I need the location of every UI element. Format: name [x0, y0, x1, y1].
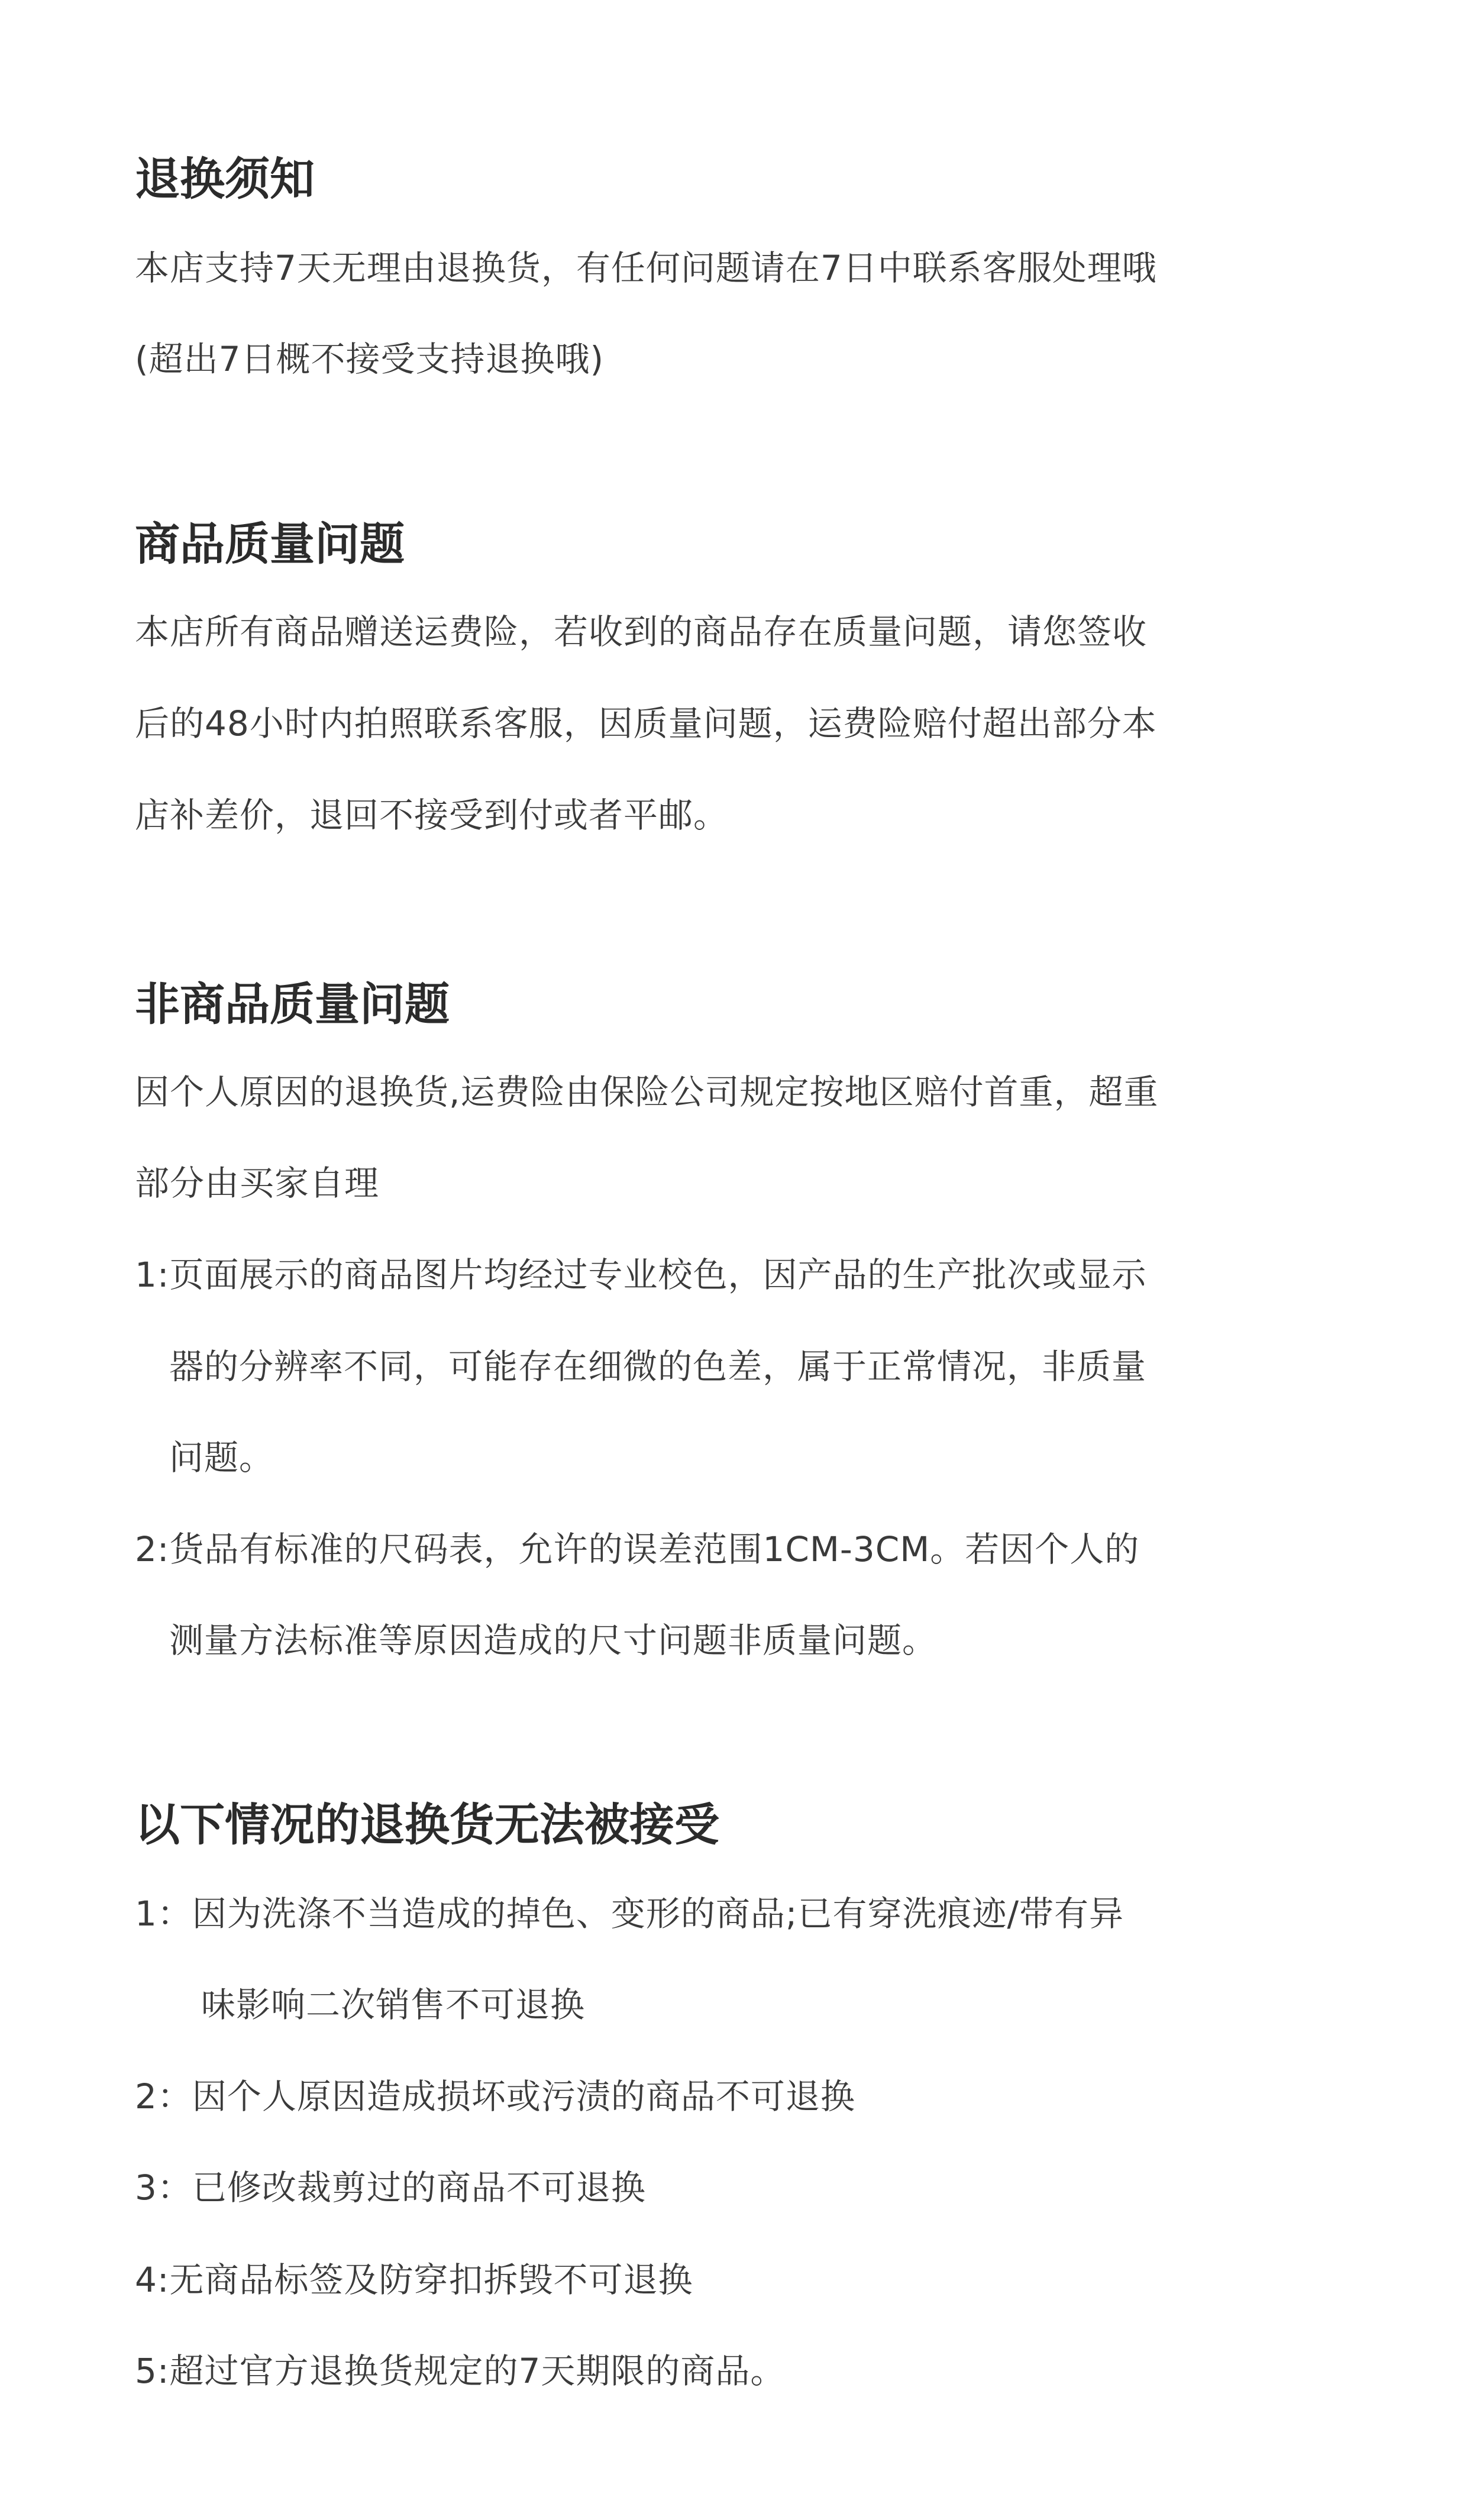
paragraph-line: 本店支持7天无理由退换货，有任何问题请在7日中联系客服处理哦 — [135, 248, 1157, 288]
paragraph-line: (超出7日概不接受支持退换哦) — [135, 339, 605, 379]
paragraph-line: 后的48小时内拍照联系客服，因质量问题，运费险赔付超出部分本 — [135, 703, 1157, 744]
section-title-quality-issue: 商品质量问题 — [135, 518, 405, 570]
paragraph-line: 店补差价，退回不接受到付或者平邮。 — [135, 795, 729, 835]
list-item: 4:无商品标签及防穿扣拆毁不可退换 — [135, 2260, 693, 2300]
list-item-continuation: 器的分辨率不同，可能存在细微的色差，属于正常情况，非质量 — [169, 1346, 1147, 1387]
section-title-non-quality-issue: 非商品质量问题 — [135, 978, 450, 1030]
paragraph-line: 因个人原因的退换货,运费险由保险公司规定按地区赔付首重，超重 — [135, 1072, 1159, 1112]
list-item: 1:页面展示的商品图片均经过专业校色，因产品的生产批次或显示 — [135, 1255, 1147, 1295]
list-item-continuation: 问题。 — [169, 1437, 274, 1478]
section-title-return-notice: 退换须知 — [135, 153, 315, 205]
list-item: 2:货品有标准的尺码表，允许的误差范围1CM-3CM。若因个人的 — [135, 1529, 1140, 1569]
list-item-continuation: 味影响二次销售不可退换 — [201, 1985, 586, 2025]
list-item: 2：因个人原因造成损坏或污渍的商品不可退换 — [135, 2076, 855, 2117]
list-item: 5:超过官方退换货规定的7天期限的商品。 — [135, 2351, 786, 2391]
list-item: 1：因为洗涤不当造成的掉色、变形的商品;已有穿洗痕迹/带有异 — [135, 1894, 1124, 1934]
section-title-not-accepted: 以下情况的退换货无法被接受 — [135, 1798, 719, 1851]
list-item-continuation: 测量方法标准等原因造成的尺寸问题非质量问题。 — [169, 1620, 938, 1660]
paragraph-line: 部分由买家自理 — [135, 1163, 380, 1203]
list-item: 3：已修改裁剪过的商品不可退换 — [135, 2167, 646, 2208]
paragraph-line: 本店所有商品赠送运费险，若收到的商品存在质量问题，请您签收 — [135, 612, 1148, 652]
